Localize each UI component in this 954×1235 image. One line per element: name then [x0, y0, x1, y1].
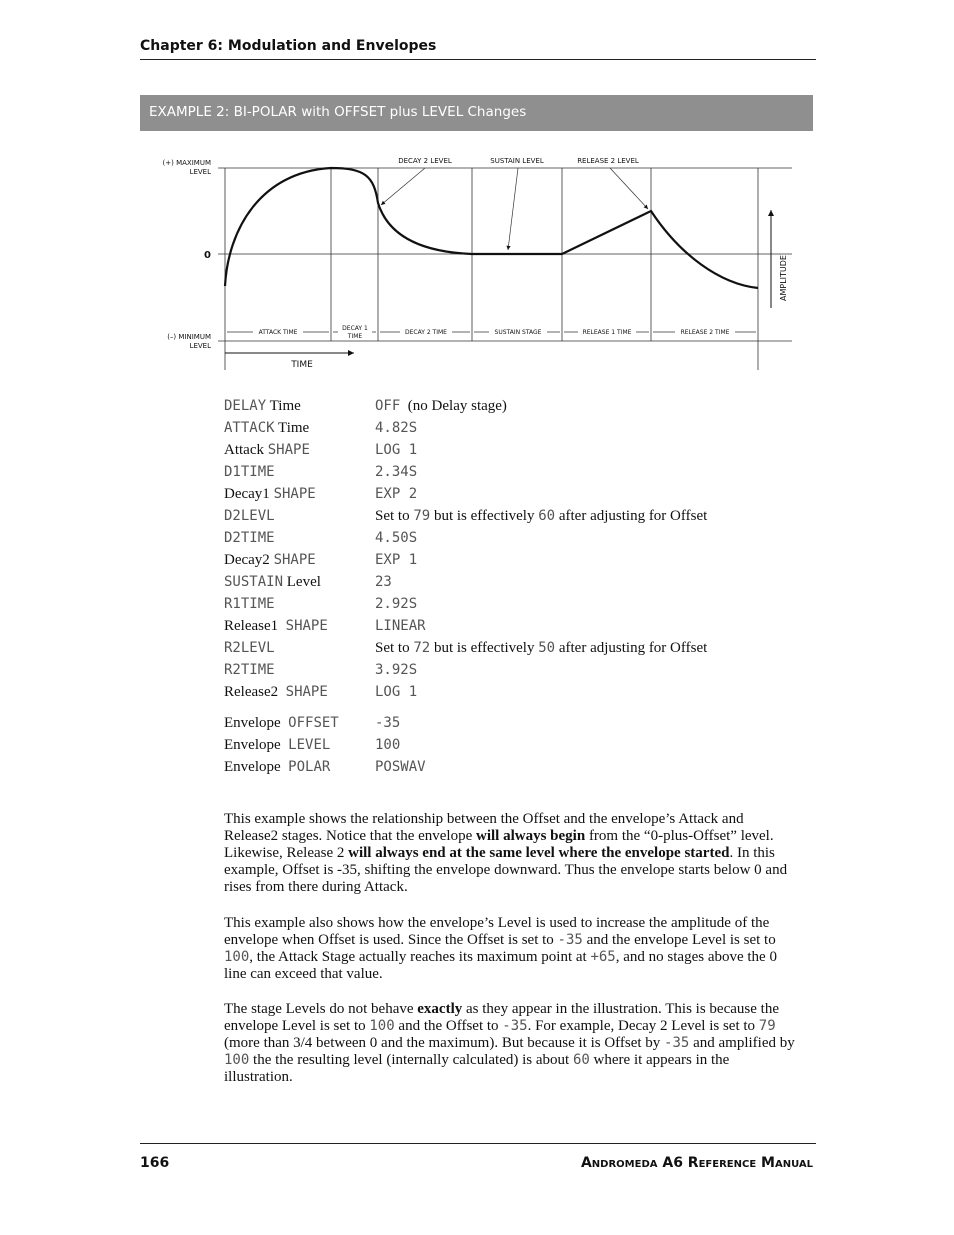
- param-value: -35: [375, 715, 401, 731]
- param-lcd-name: D2LEVL: [224, 508, 275, 524]
- param-text-name: Decay2: [224, 552, 274, 568]
- param-label: [224, 508, 275, 525]
- param-value: 2.34S: [375, 464, 418, 480]
- param-label: [224, 759, 330, 776]
- param-lcd-name: OFFSET: [288, 715, 339, 731]
- paragraph-offset: [224, 811, 799, 896]
- page-number: 166: [140, 1155, 170, 1171]
- param-label: [224, 420, 309, 437]
- param-value-text: Set to: [375, 640, 414, 656]
- p3-text-4: . For example, Decay 2 Level is set to: [527, 1018, 759, 1034]
- stage-sustain: SUSTAIN STAGE: [494, 329, 542, 336]
- param-value: OFF: [375, 398, 401, 414]
- param-label: [224, 596, 275, 613]
- param-label: [224, 640, 275, 657]
- param-label: [224, 574, 321, 591]
- param-label: [224, 618, 328, 635]
- p2-text-2: and the envelope Level is set to: [582, 932, 776, 948]
- release2-level-label: RELEASE 2 LEVEL: [577, 157, 639, 165]
- param-value-text: after adjusting for Offset: [555, 508, 708, 524]
- param-label: [224, 662, 275, 679]
- param-value-cell: [375, 464, 417, 481]
- param-value-cell: [375, 759, 426, 776]
- p3-value-6: 60: [572, 1052, 590, 1068]
- stage-decay1-b: TIME: [347, 333, 363, 340]
- param-text-name: Time: [266, 398, 301, 414]
- param-text-name: Attack: [224, 442, 268, 458]
- param-value-cell: [375, 662, 417, 679]
- param-value: EXP 1: [375, 552, 418, 568]
- min-label-1: (–) MINIMUM: [167, 333, 211, 341]
- param-text-name: Envelope: [224, 759, 289, 775]
- param-lcd-name: DELAY: [224, 398, 267, 414]
- param-lcd-name: D1TIME: [224, 464, 275, 480]
- param-text-name: Envelope: [224, 715, 289, 731]
- p2-text-1: This example also shows how the envelope’s Level is used to increase the amplitude of the envelope when Offset is used. Since the Offset is set to: [224, 915, 770, 948]
- p2-text-4: , and no stages above the 0 line can exceed that value.: [224, 949, 777, 982]
- paragraph-stage-levels: [224, 1001, 799, 1086]
- p3-text-8: where it appears in the illustration.: [224, 1052, 730, 1085]
- max-label-2: LEVEL: [189, 168, 211, 176]
- p3-value-2: -35: [502, 1018, 528, 1034]
- param-text-name: Release1: [224, 618, 286, 634]
- envelope-curve: [225, 168, 758, 288]
- param-value-cell: [375, 574, 392, 591]
- param-text-name: Decay1: [224, 486, 274, 502]
- param-value: LOG 1: [375, 442, 418, 458]
- paragraph-level: [224, 915, 799, 983]
- param-lcd-name: D2TIME: [224, 530, 275, 546]
- param-value: 79: [413, 508, 431, 524]
- param-label: [224, 737, 330, 754]
- param-text-name: Envelope: [224, 737, 289, 753]
- param-note: (no Delay stage): [400, 398, 507, 414]
- param-effective-value: 60: [538, 508, 556, 524]
- stage-decay2: DECAY 2 TIME: [405, 329, 447, 336]
- param-lcd-name: R1TIME: [224, 596, 275, 612]
- param-label: [224, 464, 275, 481]
- p3-text-2: as they appear in the illustration. This is because the envelope Level is set to: [224, 1001, 779, 1034]
- param-value-text: but is effectively: [430, 508, 539, 524]
- decay2-level-label: DECAY 2 LEVEL: [398, 157, 452, 165]
- p1-bold-1: will always begin: [476, 828, 586, 844]
- param-text-name: Release2: [224, 684, 286, 700]
- example-banner: [140, 95, 813, 131]
- p3-text-5: (more than 3/4 between 0 and the maximum). But because it is Offset by: [224, 1035, 665, 1051]
- param-lcd-name: R2TIME: [224, 662, 275, 678]
- param-lcd-name: LEVEL: [288, 737, 331, 753]
- param-lcd-name: SHAPE: [273, 552, 316, 568]
- p1-text-1: This example shows the relationship between the Offset and the envelope’s Attack and Release2 stages. Notice that the envelope: [224, 811, 744, 844]
- p1-bold-2: will always end at the same level where the envelope started: [348, 845, 730, 861]
- stage-decay1-a: DECAY 1: [342, 325, 368, 332]
- param-lcd-name: ATTACK: [224, 420, 275, 436]
- p3-value-3: 79: [758, 1018, 776, 1034]
- param-lcd-name: SHAPE: [273, 486, 316, 502]
- p2-value-3: +65: [590, 949, 616, 965]
- param-lcd-name: R2LEVL: [224, 640, 275, 656]
- p3-text-3: and the Offset to: [394, 1018, 503, 1034]
- param-effective-value: 50: [538, 640, 556, 656]
- stage-release2: RELEASE 2 TIME: [680, 329, 730, 336]
- p3-text-1: The stage Levels do not behave: [224, 1001, 418, 1017]
- param-label: [224, 486, 316, 503]
- param-value: LINEAR: [375, 618, 426, 634]
- param-value: 100: [375, 737, 401, 753]
- param-value-cell: [375, 442, 417, 459]
- time-label: TIME: [291, 360, 313, 370]
- p3-text-6: and amplified by: [689, 1035, 795, 1051]
- envelope-diagram: [140, 150, 800, 375]
- p3-value-1: 100: [369, 1018, 395, 1034]
- stage-release1: RELEASE 1 TIME: [582, 329, 632, 336]
- p2-value-2: 100: [224, 949, 250, 965]
- example-title: EXAMPLE 2: BI-POLAR with OFFSET plus LEVEL Changes: [149, 104, 527, 120]
- param-value-cell: [375, 715, 400, 732]
- p2-text-3: , the Attack Stage actually reaches its maximum point at: [249, 949, 591, 965]
- param-value-cell: [375, 486, 417, 503]
- zero-label: 0: [204, 250, 211, 261]
- param-value: LOG 1: [375, 684, 418, 700]
- header-rule: [140, 59, 816, 60]
- param-value-cell: [375, 618, 426, 635]
- param-value-cell: [375, 684, 417, 701]
- param-value-text: but is effectively: [430, 640, 539, 656]
- p2-value-1: -35: [557, 932, 583, 948]
- p1-text-3: . In this example, Offset is -35, shifting the envelope downward. Thus the envelope starts below 0 and rises from there during Attack.: [224, 845, 788, 895]
- param-value: EXP 2: [375, 486, 418, 502]
- param-value: 4.82S: [375, 420, 418, 436]
- param-lcd-name: POLAR: [288, 759, 331, 775]
- param-label: [224, 552, 316, 569]
- amplitude-label: AMPLITUDE: [779, 255, 788, 301]
- param-value-cell: [375, 737, 400, 754]
- param-value-cell: [375, 420, 417, 437]
- param-value-cell: [375, 552, 417, 569]
- p3-value-4: -35: [664, 1035, 690, 1051]
- min-label-2: LEVEL: [189, 342, 211, 350]
- param-value-cell: [375, 508, 707, 525]
- param-value-cell: [375, 640, 707, 657]
- param-value-text: after adjusting for Offset: [555, 640, 708, 656]
- param-value: 23: [375, 574, 392, 590]
- param-lcd-name: SHAPE: [267, 442, 310, 458]
- param-value: 72: [413, 640, 431, 656]
- param-label: [224, 398, 301, 415]
- param-label: [224, 684, 328, 701]
- footer-rule: [140, 1143, 816, 1144]
- param-value-cell: [375, 530, 417, 547]
- p3-value-5: 100: [224, 1052, 250, 1068]
- param-value-cell: [375, 398, 507, 415]
- param-lcd-name: SHAPE: [285, 684, 328, 700]
- param-value-cell: [375, 596, 417, 613]
- param-value: 4.50S: [375, 530, 418, 546]
- param-lcd-name: SUSTAIN: [224, 574, 284, 590]
- sustain-level-label: SUSTAIN LEVEL: [490, 157, 544, 165]
- chapter-header: Chapter 6: Modulation and Envelopes: [140, 38, 437, 54]
- param-label: [224, 442, 310, 459]
- param-lcd-name: SHAPE: [285, 618, 328, 634]
- manual-title: Andromeda A6 Reference Manual: [580, 1155, 813, 1171]
- p1-text-2: from the “0-plus-Offset” level. Likewise, Release 2: [224, 828, 774, 861]
- p3-text-7: the the resulting level (internally calculated) is about: [249, 1052, 573, 1068]
- param-label: [224, 715, 339, 732]
- p3-bold-1: exactly: [417, 1001, 463, 1017]
- param-text-name: Level: [283, 574, 321, 590]
- max-label-1: (+) MAXIMUM: [162, 159, 211, 167]
- param-value: 3.92S: [375, 662, 418, 678]
- stage-attack: ATTACK TIME: [258, 329, 298, 336]
- param-value: POSWAV: [375, 759, 426, 775]
- param-text-name: Time: [274, 420, 310, 436]
- param-value: 2.92S: [375, 596, 418, 612]
- param-value-text: Set to: [375, 508, 414, 524]
- param-label: [224, 530, 275, 547]
